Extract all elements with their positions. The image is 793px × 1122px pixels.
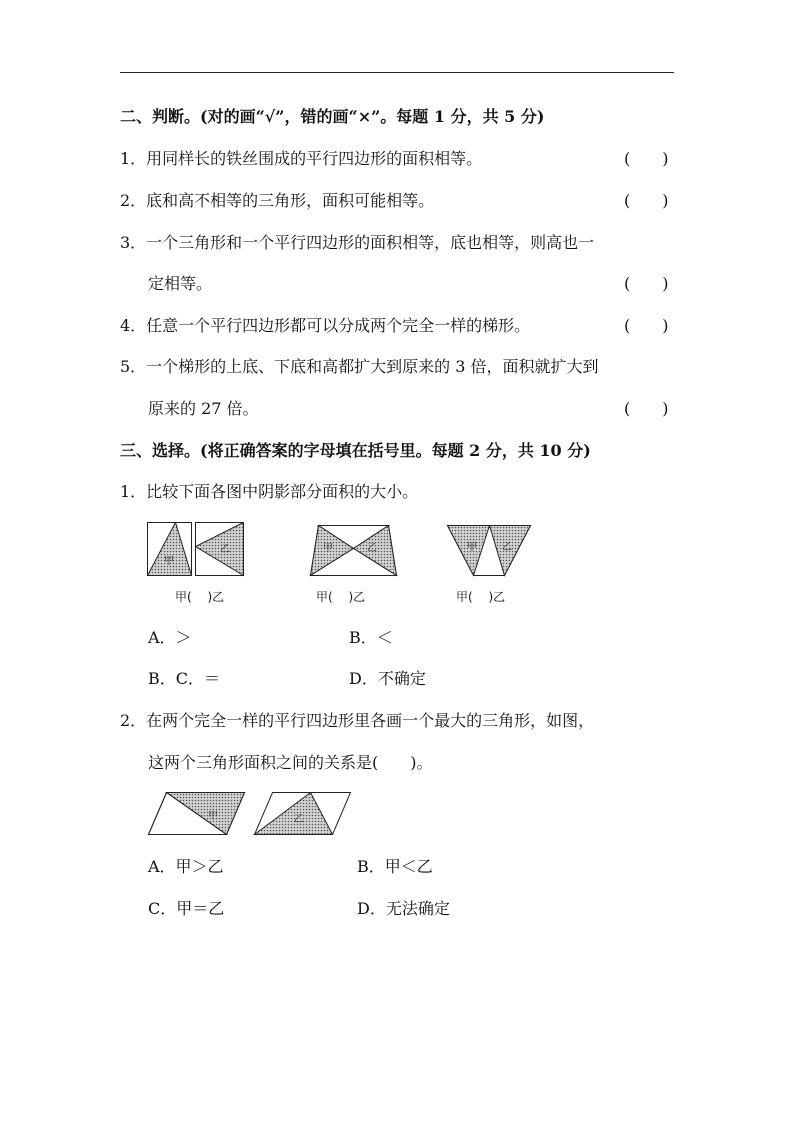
fig2-compare-blank[interactable]: 甲( )乙 [316, 590, 366, 604]
q2-jia-label: 甲 [208, 811, 218, 822]
fig2-jia-label: 甲 [323, 543, 333, 554]
choice-q2-stem-line1: 2．在两个完全一样的平行四边形里各画一个最大的三角形，如图， [120, 711, 595, 730]
judge-q1: 1．用同样长的铁丝围成的平行四边形的面积相等。 [120, 149, 483, 168]
q1-figure-rectangles [145, 520, 249, 580]
q2-option-d[interactable]: D．无法确定 [357, 899, 450, 918]
fig3-compare-blank[interactable]: 甲( )乙 [456, 590, 506, 604]
q2-figure-parallelograms [146, 790, 354, 838]
judge-q3-answer-blank[interactable]: ( ) [624, 274, 669, 293]
q2-yi-label: 乙 [294, 814, 304, 825]
judge-q4: 4．任意一个平行四边形都可以分成两个完全一样的梯形。 [120, 316, 531, 335]
fig3-yi-label: 乙 [502, 542, 512, 553]
q1-option-d[interactable]: D．不确定 [349, 669, 426, 688]
section3-title: 三、选择。(将正确答案的字母填在括号里。每题 2 分，共 10 分) [120, 441, 591, 460]
choice-q1-stem: 1．比较下面各图中阴影部分面积的大小。 [120, 482, 419, 501]
fig1-compare-blank[interactable]: 甲( )乙 [175, 590, 225, 604]
fig1-jia-label: 甲 [164, 556, 174, 567]
judge-q2-answer-blank[interactable]: ( ) [624, 191, 669, 210]
choice-q2-stem-line2: 这两个三角形面积之间的关系是( )。 [148, 753, 433, 772]
q2-option-a[interactable]: A．甲＞乙 [148, 857, 224, 876]
fig3-jia-label: 甲 [467, 542, 477, 553]
q1-figure-v-shape [445, 520, 533, 580]
q1-option-c[interactable]: B．C．＝ [148, 669, 221, 688]
judge-q5-line1: 5．一个梯形的上底、下底和高都扩大到原来的 3 倍，面积就扩大到 [120, 357, 599, 376]
q2-option-b[interactable]: B．甲＜乙 [357, 857, 433, 876]
judge-q1-answer-blank[interactable]: ( ) [624, 149, 669, 168]
fig1-yi-label: 乙 [220, 544, 230, 555]
judge-q3-line2: 定相等。 [148, 274, 213, 293]
top-rule [120, 72, 674, 73]
judge-q3-line1: 3．一个三角形和一个平行四边形的面积相等，底也相等，则高也一 [120, 233, 595, 252]
fig2-yi-label: 乙 [367, 543, 377, 554]
judge-q5-line2: 原来的 27 倍。 [148, 399, 259, 418]
judge-q4-answer-blank[interactable]: ( ) [624, 316, 669, 335]
q1-figure-trapezoid [308, 520, 400, 580]
judge-q2: 2．底和高不相等的三角形，面积可能相等。 [120, 191, 435, 210]
q1-option-a[interactable]: A．＞ [148, 628, 192, 647]
judge-q5-answer-blank[interactable]: ( ) [624, 399, 669, 418]
q1-option-b[interactable]: B．＜ [349, 628, 393, 647]
q2-option-c[interactable]: C．甲＝乙 [148, 899, 225, 918]
section2-title: 二、判断。(对的画“√”，错的画“×”。每题 1 分，共 5 分) [120, 107, 545, 126]
